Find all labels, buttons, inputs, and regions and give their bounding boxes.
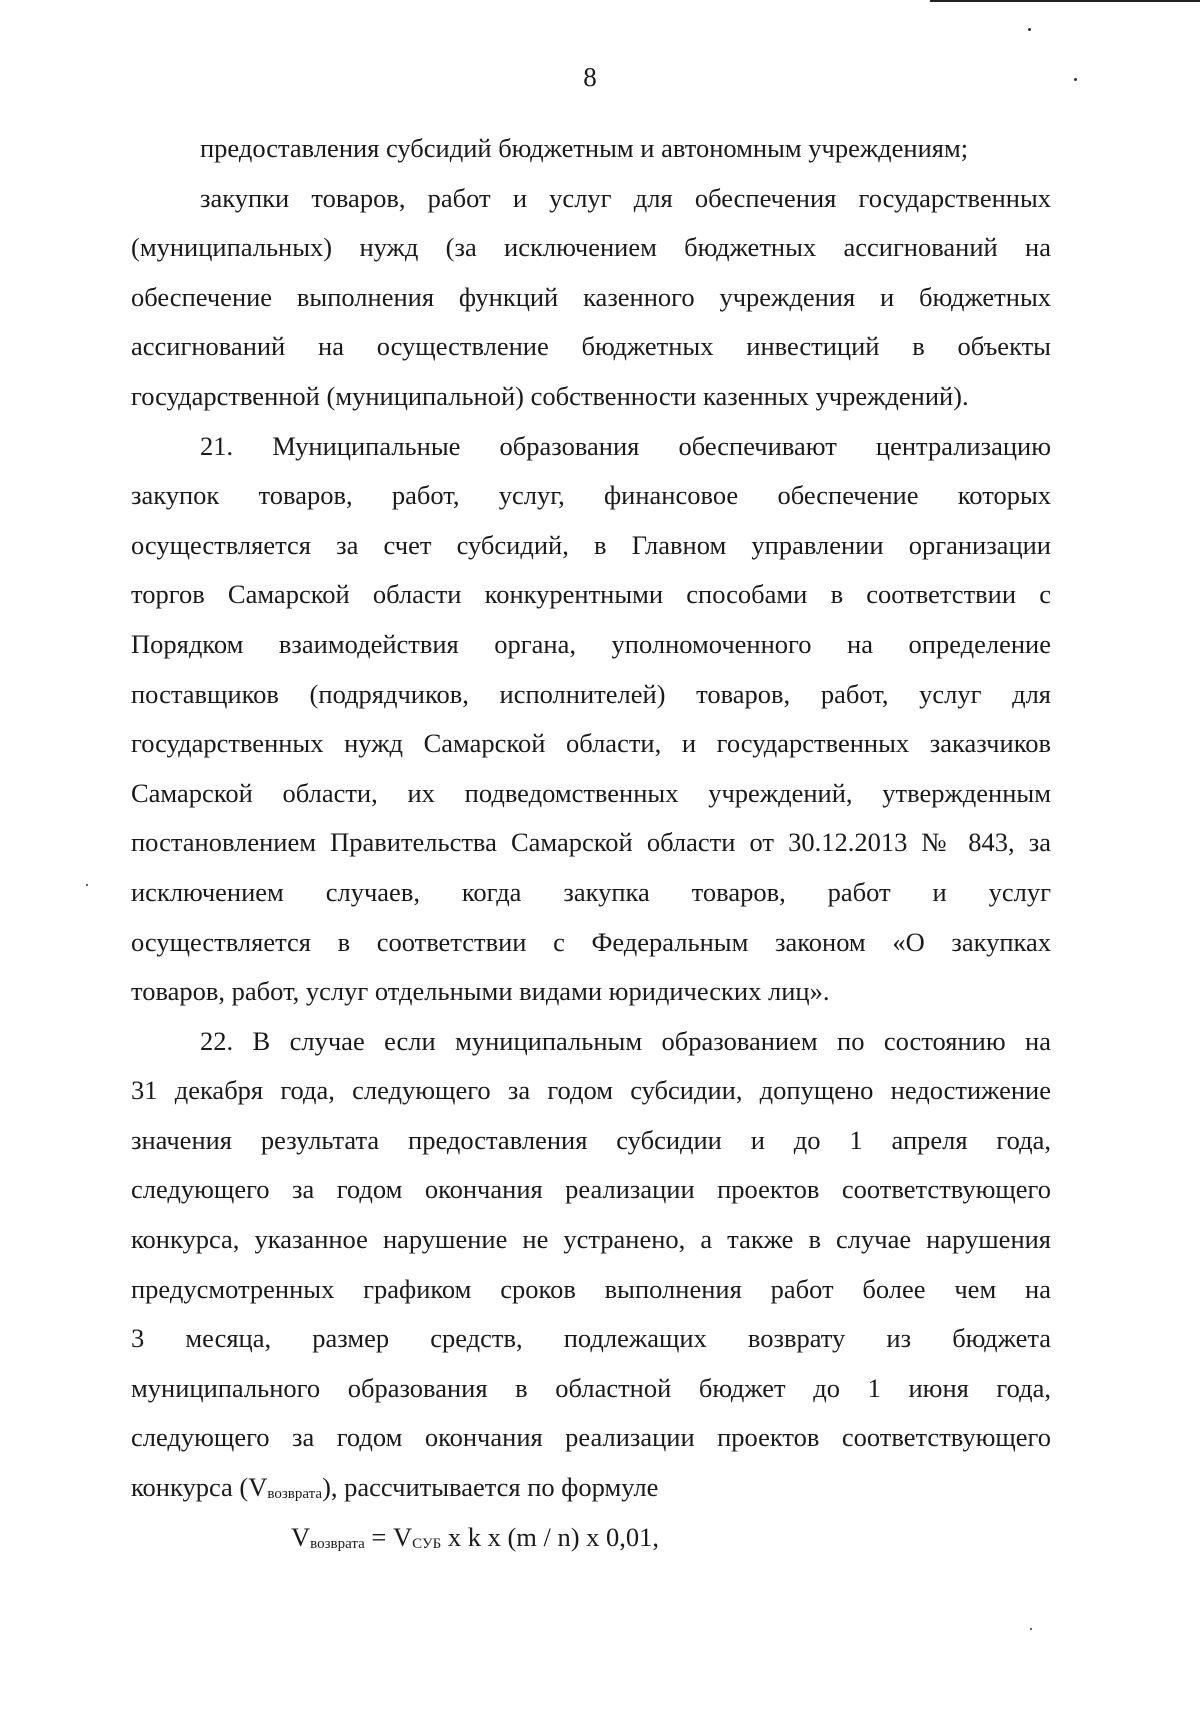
text-line: государственных нужд Самарской области, и государственных заказчиков [131, 728, 1051, 759]
text-line: Самарской области, их подведомственных учреждений, утвержденным [131, 777, 1051, 808]
text-line: осуществляется в соответствии с Федеральным законом «О закупках [131, 926, 1051, 957]
text-line: осуществляется за счет субсидий, в Главном управлении организации [131, 529, 1051, 560]
scan-speck [1074, 78, 1077, 81]
text-line: государственной (муниципальной) собственности казенных учреждений). [131, 380, 969, 411]
text-line: закупок товаров, работ, услуг, финансовое обеспечение которых [131, 480, 1051, 511]
text-line: предоставления субсидий бюджетным и автономным учреждениям; [200, 133, 969, 163]
text-line: постановлением Правительства Самарской области от 30.12.2013 № 843, за [131, 827, 1051, 858]
scan-speck [1030, 1628, 1032, 1630]
text-line: следующего за годом окончания реализации проектов соответствующего [131, 1422, 1051, 1453]
text-line-formula-intro: конкурса (Vвозврата), рассчитывается по формуле [131, 1472, 659, 1503]
text-line: обеспечение выполнения функций казенного учреждения и бюджетных [131, 281, 1051, 312]
text-line: конкурса, указанное нарушение не устранено, а также в случае нарушения [131, 1224, 1051, 1255]
text-line: значения результата предоставления субсидии и до 1 апреля года, [131, 1124, 1051, 1155]
text-line: следующего за годом окончания реализации проектов соответствующего [131, 1174, 1051, 1205]
scan-speck [1028, 28, 1031, 31]
text-line: 21. Муниципальные образования обеспечивают централизацию [200, 430, 1051, 461]
page-number: 8 [583, 62, 597, 92]
document-body [131, 124, 1051, 1562]
text-line: 31 декабря года, следующего за годом субсидии, допущено недостижение [131, 1075, 1051, 1106]
text-line: поставщиков (подрядчиков, исполнителей) товаров, работ, услуг для [131, 678, 1051, 709]
scan-edge-line [930, 0, 1200, 2]
text-line: 22. В случае если муниципальным образованием по состоянию на [200, 1025, 1051, 1056]
text-line: предусмотренных графиком сроков выполнения работ более чем на [131, 1273, 1051, 1304]
scan-speck [86, 884, 88, 886]
text-line: (муниципальных) нужд (за исключением бюджетных ассигнований на [131, 232, 1051, 263]
text-line: торгов Самарской области конкурентными способами в соответствии с [131, 579, 1051, 610]
text-line: товаров, работ, услуг отдельными видами юридических лиц». [131, 976, 830, 1007]
text-line: муниципального образования в областной бюджет до 1 июня года, [131, 1372, 1051, 1403]
text-line: ассигнований на осуществление бюджетных инвестиций в объекты [131, 331, 1051, 362]
text-line: 3 месяца, размер средств, подлежащих возврату из бюджета [131, 1323, 1051, 1354]
text-line: исключением случаев, когда закупка товаров, работ и услуг [131, 876, 1051, 907]
formula: Vвозврата = VСУБ x k x (m / n) x 0,01, [291, 1521, 660, 1552]
text-line: закупки товаров, работ и услуг для обеспечения государственных [200, 182, 1051, 213]
text-line: Порядком взаимодействия органа, уполномоченного на определение [131, 628, 1051, 659]
